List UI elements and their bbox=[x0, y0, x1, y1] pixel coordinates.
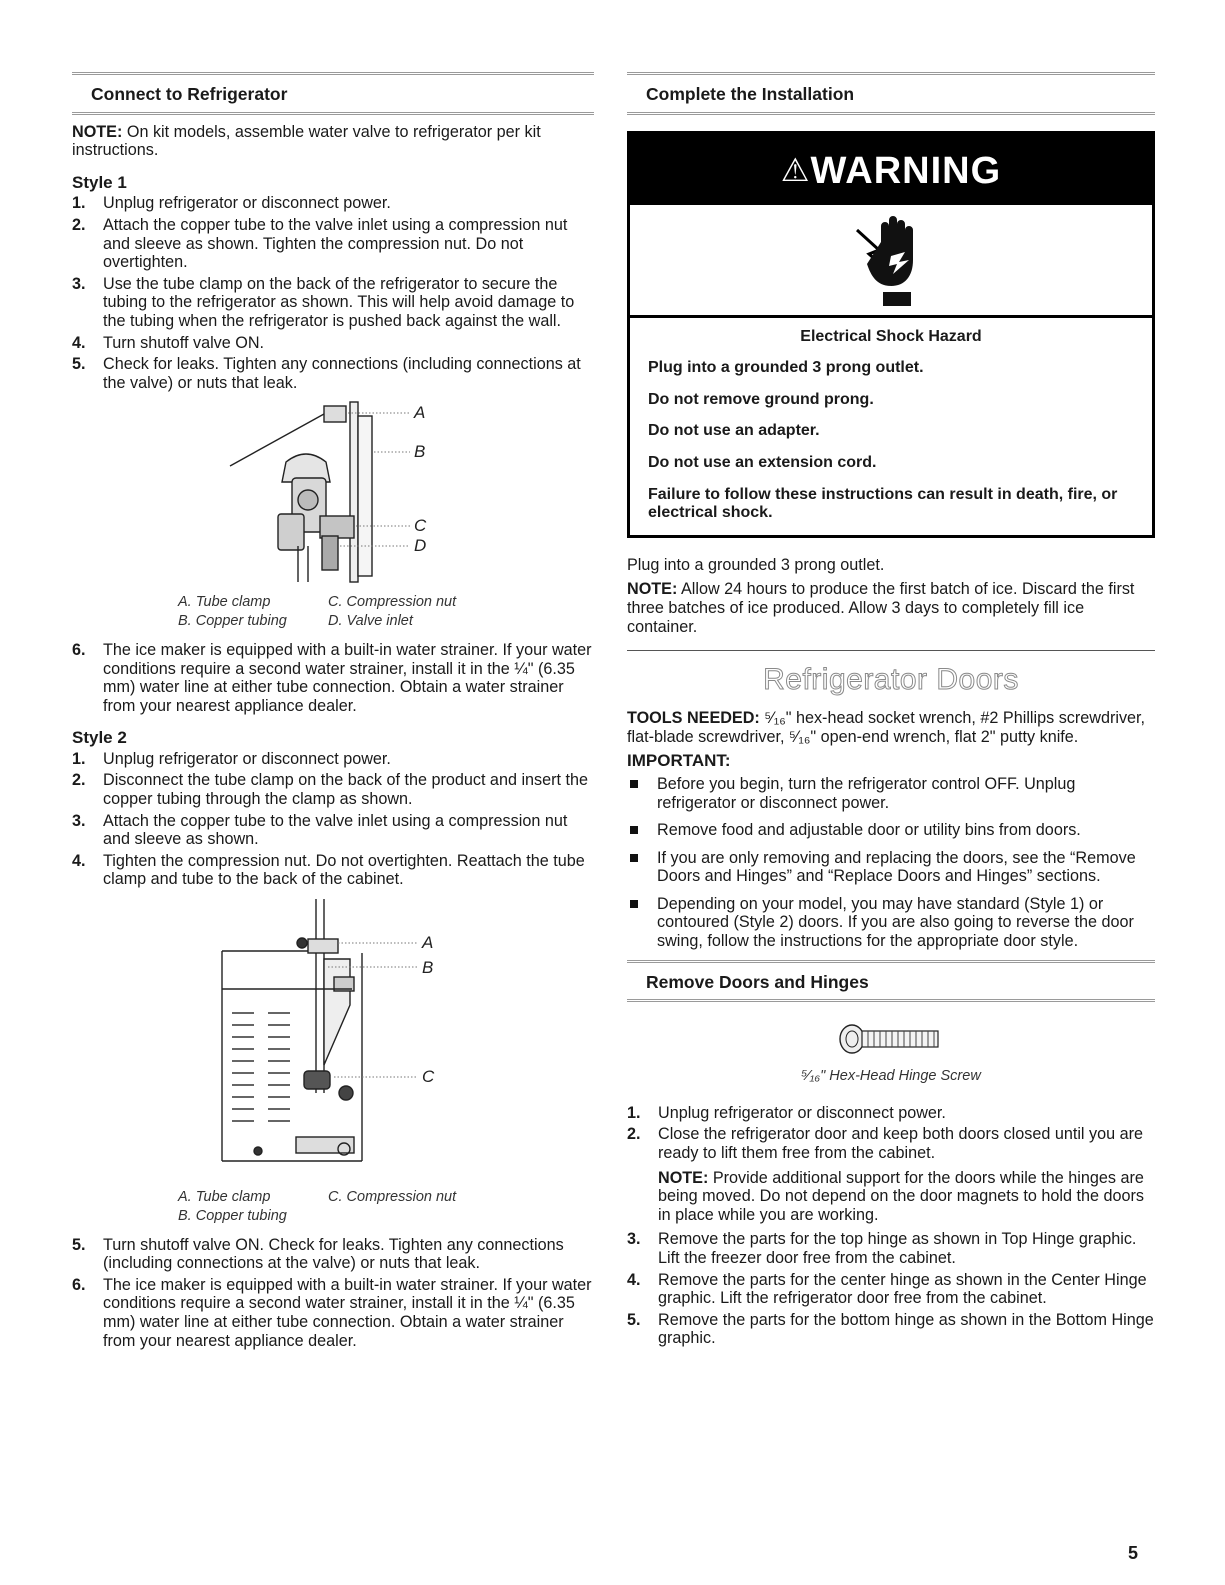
screw-caption: ⁵⁄₁₆" Hex-Head Hinge Screw bbox=[801, 1067, 981, 1084]
valve-diagram-style2 bbox=[72, 893, 594, 1183]
callout-b: B bbox=[414, 442, 426, 462]
section-title: Complete the Installation bbox=[646, 84, 855, 104]
callout-a: A bbox=[414, 403, 426, 423]
warning-line: Plug into a grounded 3 prong outlet. bbox=[648, 359, 924, 377]
list-item: 5. Turn shutoff valve ON. Check for leaks. Tighten any connections (including connections at the valve) or nuts that leak. bbox=[72, 1235, 564, 1273]
bullet-square-icon bbox=[630, 780, 638, 788]
important-list bbox=[627, 775, 1155, 951]
electrical-shock-hand-icon bbox=[630, 205, 1152, 318]
warning-line: Failure to follow these instructions can result in death, fire, or electrical shock. bbox=[648, 485, 1118, 522]
callout-c: C bbox=[414, 516, 427, 536]
warning-body bbox=[630, 318, 1152, 535]
section-header-remove bbox=[627, 960, 1155, 1003]
remove-steps bbox=[627, 1104, 1155, 1348]
style2-steps bbox=[72, 750, 594, 889]
list-item: 3. Remove the parts for the top hinge as shown in Top Hinge graphic. Lift the freezer door free from the cabinet. bbox=[627, 1230, 1137, 1267]
warning-triangle-icon: ⚠ bbox=[780, 151, 811, 188]
list-item: 1. Unplug refrigerator or disconnect power. bbox=[72, 194, 391, 213]
figure-caption-style2: A. Tube clamp C. Compression nut B. Copper tubing bbox=[178, 1188, 457, 1224]
list-item: 4. Turn shutoff valve ON. bbox=[72, 333, 265, 352]
style1-step6 bbox=[72, 641, 594, 715]
warning-line: Do not use an extension cord. bbox=[648, 453, 877, 471]
valve-diagram-style1 bbox=[72, 396, 594, 588]
section-title: Remove Doors and Hinges bbox=[646, 971, 869, 992]
hazard-title: Electrical Shock Hazard bbox=[800, 327, 982, 345]
list-item: 6. The ice maker is equipped with a built-in water strainer. If your water conditions require a second water strainer, install it in the ¼" (6.35 mm) water line at either tube connection. Obtain a water strainer from your nearest appliance dealer. bbox=[72, 640, 592, 715]
important-heading: IMPORTANT: bbox=[627, 751, 731, 771]
section-title: Connect to Refrigerator bbox=[91, 84, 288, 104]
plug-instruction: Plug into a grounded 3 prong outlet. bbox=[627, 555, 885, 574]
list-item: 2. Disconnect the tube clamp on the back of the product and insert the copper tubing through the clamp as shown. bbox=[72, 771, 589, 809]
warning-banner: ⚠WARNING bbox=[630, 134, 1152, 205]
list-item: Depending on your model, you may have standard (Style 1) or contoured (Style 2) doors. If you are also going to reverse the door swing, follow the instructions for the appropriate door style. bbox=[627, 895, 1155, 951]
kit-note: NOTE: On kit models, assemble water valve to refrigerator per kit instructions. bbox=[72, 122, 541, 160]
list-item: 3. Use the tube clamp on the back of the refrigerator to secure the tubing to the refrigerator as shown. This will help avoid damage to the tubing when the refrigerator is pushed back against the wall. bbox=[72, 274, 575, 330]
hinge-screw-figure bbox=[627, 1022, 1155, 1086]
ice-note: NOTE: Allow 24 hours to produce the first batch of ice. Discard the first three batches of ice produced. Allow 3 days to completely fill ice container. bbox=[627, 580, 1135, 636]
divider bbox=[627, 650, 1155, 651]
callout-a: A bbox=[422, 933, 434, 953]
warning-line: Do not remove ground prong. bbox=[648, 390, 874, 408]
support-note: NOTE: Provide additional support for the doors while the hinges are being moved. Do not depend on the door magnets to hold the doors in place while you are working. bbox=[658, 1168, 1144, 1224]
list-item: 4. Remove the parts for the center hinge as shown in the Center Hinge graphic. Lift the refrigerator door free from the cabinet. bbox=[627, 1270, 1147, 1308]
warning-box bbox=[627, 131, 1155, 538]
bullet-square-icon bbox=[630, 826, 638, 834]
list-item: 4. Tighten the compression nut. Do not overtighten. Reattach the tube clamp and tube to the back of the cabinet. bbox=[72, 851, 585, 889]
list-item: 1. Unplug refrigerator or disconnect power. bbox=[72, 749, 391, 768]
list-item: 5. Check for leaks. Tighten any connections (including connections at the valve) or nuts that leak. bbox=[72, 355, 581, 392]
tools-needed: TOOLS NEEDED: ⁵⁄₁₆" hex-head socket wrench, #2 Phillips screwdriver, flat-blade screwdriver, ⁵⁄₁₆" open-end wrench, flat 2" putty knife. bbox=[627, 709, 1146, 746]
list-item: 6. The ice maker is equipped with a built-in water strainer. If your water conditions require a second water strainer, install it in the ¼" (6.35 mm) water line at either tube connection. Obtain a water strainer from your nearest appliance dealer. bbox=[72, 1275, 592, 1350]
list-item: 2. Attach the copper tube to the valve inlet using a compression nut and sleeve as shown. Tighten the compression nut. Do not overtighten. bbox=[72, 215, 568, 272]
bullet-square-icon bbox=[630, 854, 638, 862]
warning-line: Do not use an adapter. bbox=[648, 422, 820, 440]
list-item: Before you begin, turn the refrigerator control OFF. Unplug refrigerator or disconnect power. bbox=[627, 775, 1155, 812]
list-item: Remove food and adjustable door or utility bins from doors. bbox=[627, 821, 1155, 840]
left-column bbox=[72, 72, 594, 1354]
callout-d: D bbox=[414, 536, 427, 556]
list-item: If you are only removing and replacing the doors, see the “Remove Doors and Hinges” and “Replace Doors and Hinges” sections. bbox=[627, 849, 1155, 886]
list-item: 3. Attach the copper tube to the valve inlet using a compression nut and sleeve as shown. bbox=[72, 811, 568, 849]
callout-b: B bbox=[422, 958, 434, 978]
style2-steps-after bbox=[72, 1236, 594, 1351]
section-header-complete bbox=[627, 72, 1155, 115]
list-item: 5. Remove the parts for the bottom hinge as shown in the Bottom Hinge graphic. bbox=[627, 1310, 1154, 1348]
style2-heading: Style 2 bbox=[72, 728, 127, 748]
right-column bbox=[627, 72, 1155, 1352]
list-item: 2. Close the refrigerator door and keep both doors closed until you are ready to lift them free from the cabinet. NOTE: Provide additional support for the doors while the hinges are being moved. Do not depend on the door magnets to hold the doors in place while you are working. bbox=[627, 1125, 1155, 1224]
bullet-square-icon bbox=[630, 900, 638, 908]
page-number: 5 bbox=[1128, 1543, 1139, 1563]
section-header-connect bbox=[72, 72, 594, 115]
callout-c: C bbox=[422, 1067, 435, 1087]
style1-heading: Style 1 bbox=[72, 172, 127, 192]
chapter-title: Refrigerator Doors bbox=[763, 663, 1019, 697]
list-item: 1. Unplug refrigerator or disconnect power. bbox=[627, 1103, 946, 1122]
hex-head-screw-icon bbox=[836, 1022, 946, 1056]
style1-steps bbox=[72, 194, 594, 392]
figure-caption-style1: A. Tube clamp C. Compression nut B. Copper tubing D. Valve inlet bbox=[178, 593, 457, 629]
